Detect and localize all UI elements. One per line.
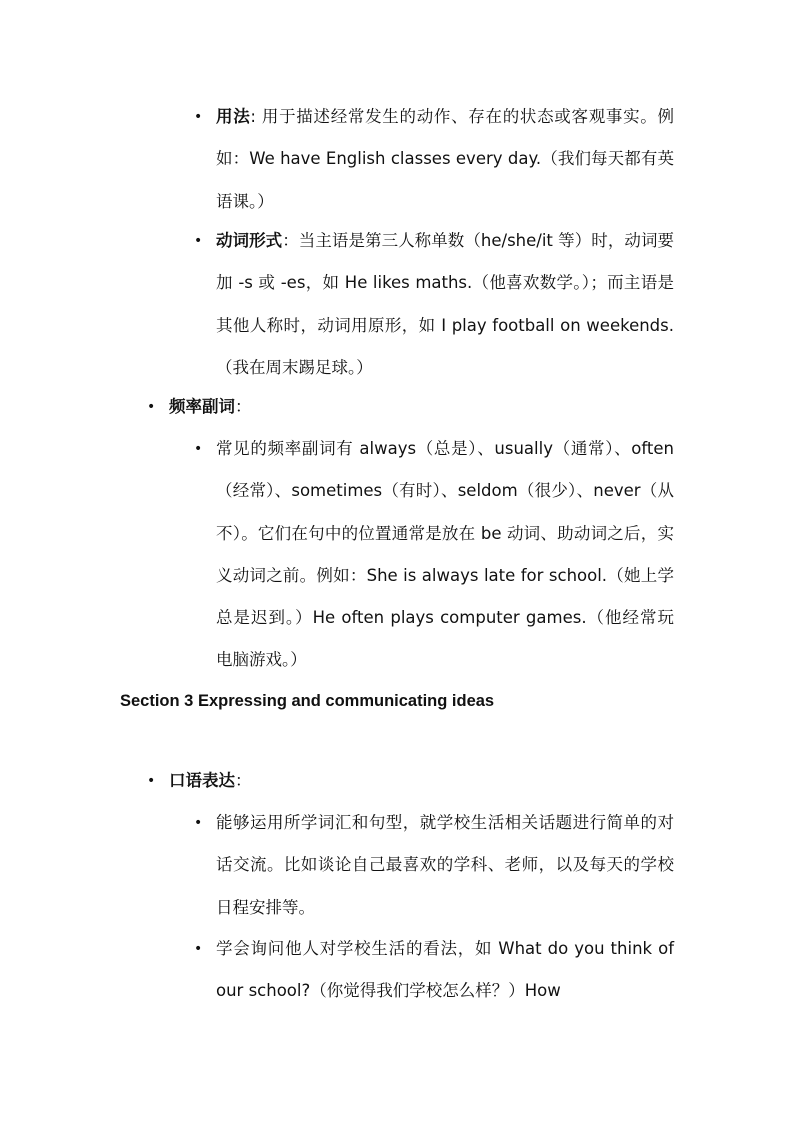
school-life-dialogue-text: 能够运用所学词汇和句型，就学校生活相关话题进行简单的对话交流。比如谈论自己最喜欢的学科、老师，以及每天的学校日程安排等。 xyxy=(216,813,674,917)
list-item-frequency-detail xyxy=(194,428,674,682)
bullet: • xyxy=(147,399,156,415)
bullet: • xyxy=(194,441,203,457)
ask-opinions-text: 学会询问他人对学校生活的看法，如 What do you think of our school?（你觉得我们学校怎么样？）How xyxy=(216,939,674,1001)
oral-expression-label: 口语表达 xyxy=(169,771,235,790)
bullet: • xyxy=(194,815,203,831)
section-3-heading: Section 3 Expressing and communicating ideas xyxy=(120,692,495,710)
bullet: • xyxy=(194,109,203,125)
list-item-school-life-dialogue xyxy=(194,802,674,929)
list-item-oral-expression xyxy=(147,760,679,802)
verb-form-text: ：当主语是第三人称单数（he/she/it 等）时，动词要加 -s 或 -es，如 He likes maths.（他喜欢数学。）；而主语是其他人称时，动词用原形，如 I play football on weekends.（我在周末踢足球。） xyxy=(216,231,675,377)
list-item-usage xyxy=(194,96,674,223)
list-item-verb-form xyxy=(194,220,675,389)
verb-form-label: 动词形式 xyxy=(216,231,283,250)
oral-expression-colon: ： xyxy=(235,771,252,790)
frequency-adverbs-colon: ： xyxy=(235,397,252,416)
bullet: • xyxy=(194,941,203,957)
bullet: • xyxy=(194,233,203,249)
list-item-ask-opinions xyxy=(194,928,674,1013)
usage-label: 用法 xyxy=(216,107,251,126)
frequency-adverbs-label: 频率副词 xyxy=(169,397,235,416)
bullet: • xyxy=(147,773,156,789)
usage-text: : 用于描述经常发生的动作、存在的状态或客观事实。例如：We have English classes every day.（我们每天都有英语课。） xyxy=(216,107,674,211)
frequency-detail-text: 常见的频率副词有 always（总是）、usually（通常）、often（经常）、sometimes（有时）、seldom（很少）、never（从不）。它们在句中的位置通常是放在 be 动词、助动词之后，实义动词之前。例如：She is always late for school.（她上学总是迟到。）He often plays computer games.（他经常玩电脑游戏。） xyxy=(216,439,674,670)
list-item-frequency-adverbs xyxy=(147,386,679,428)
